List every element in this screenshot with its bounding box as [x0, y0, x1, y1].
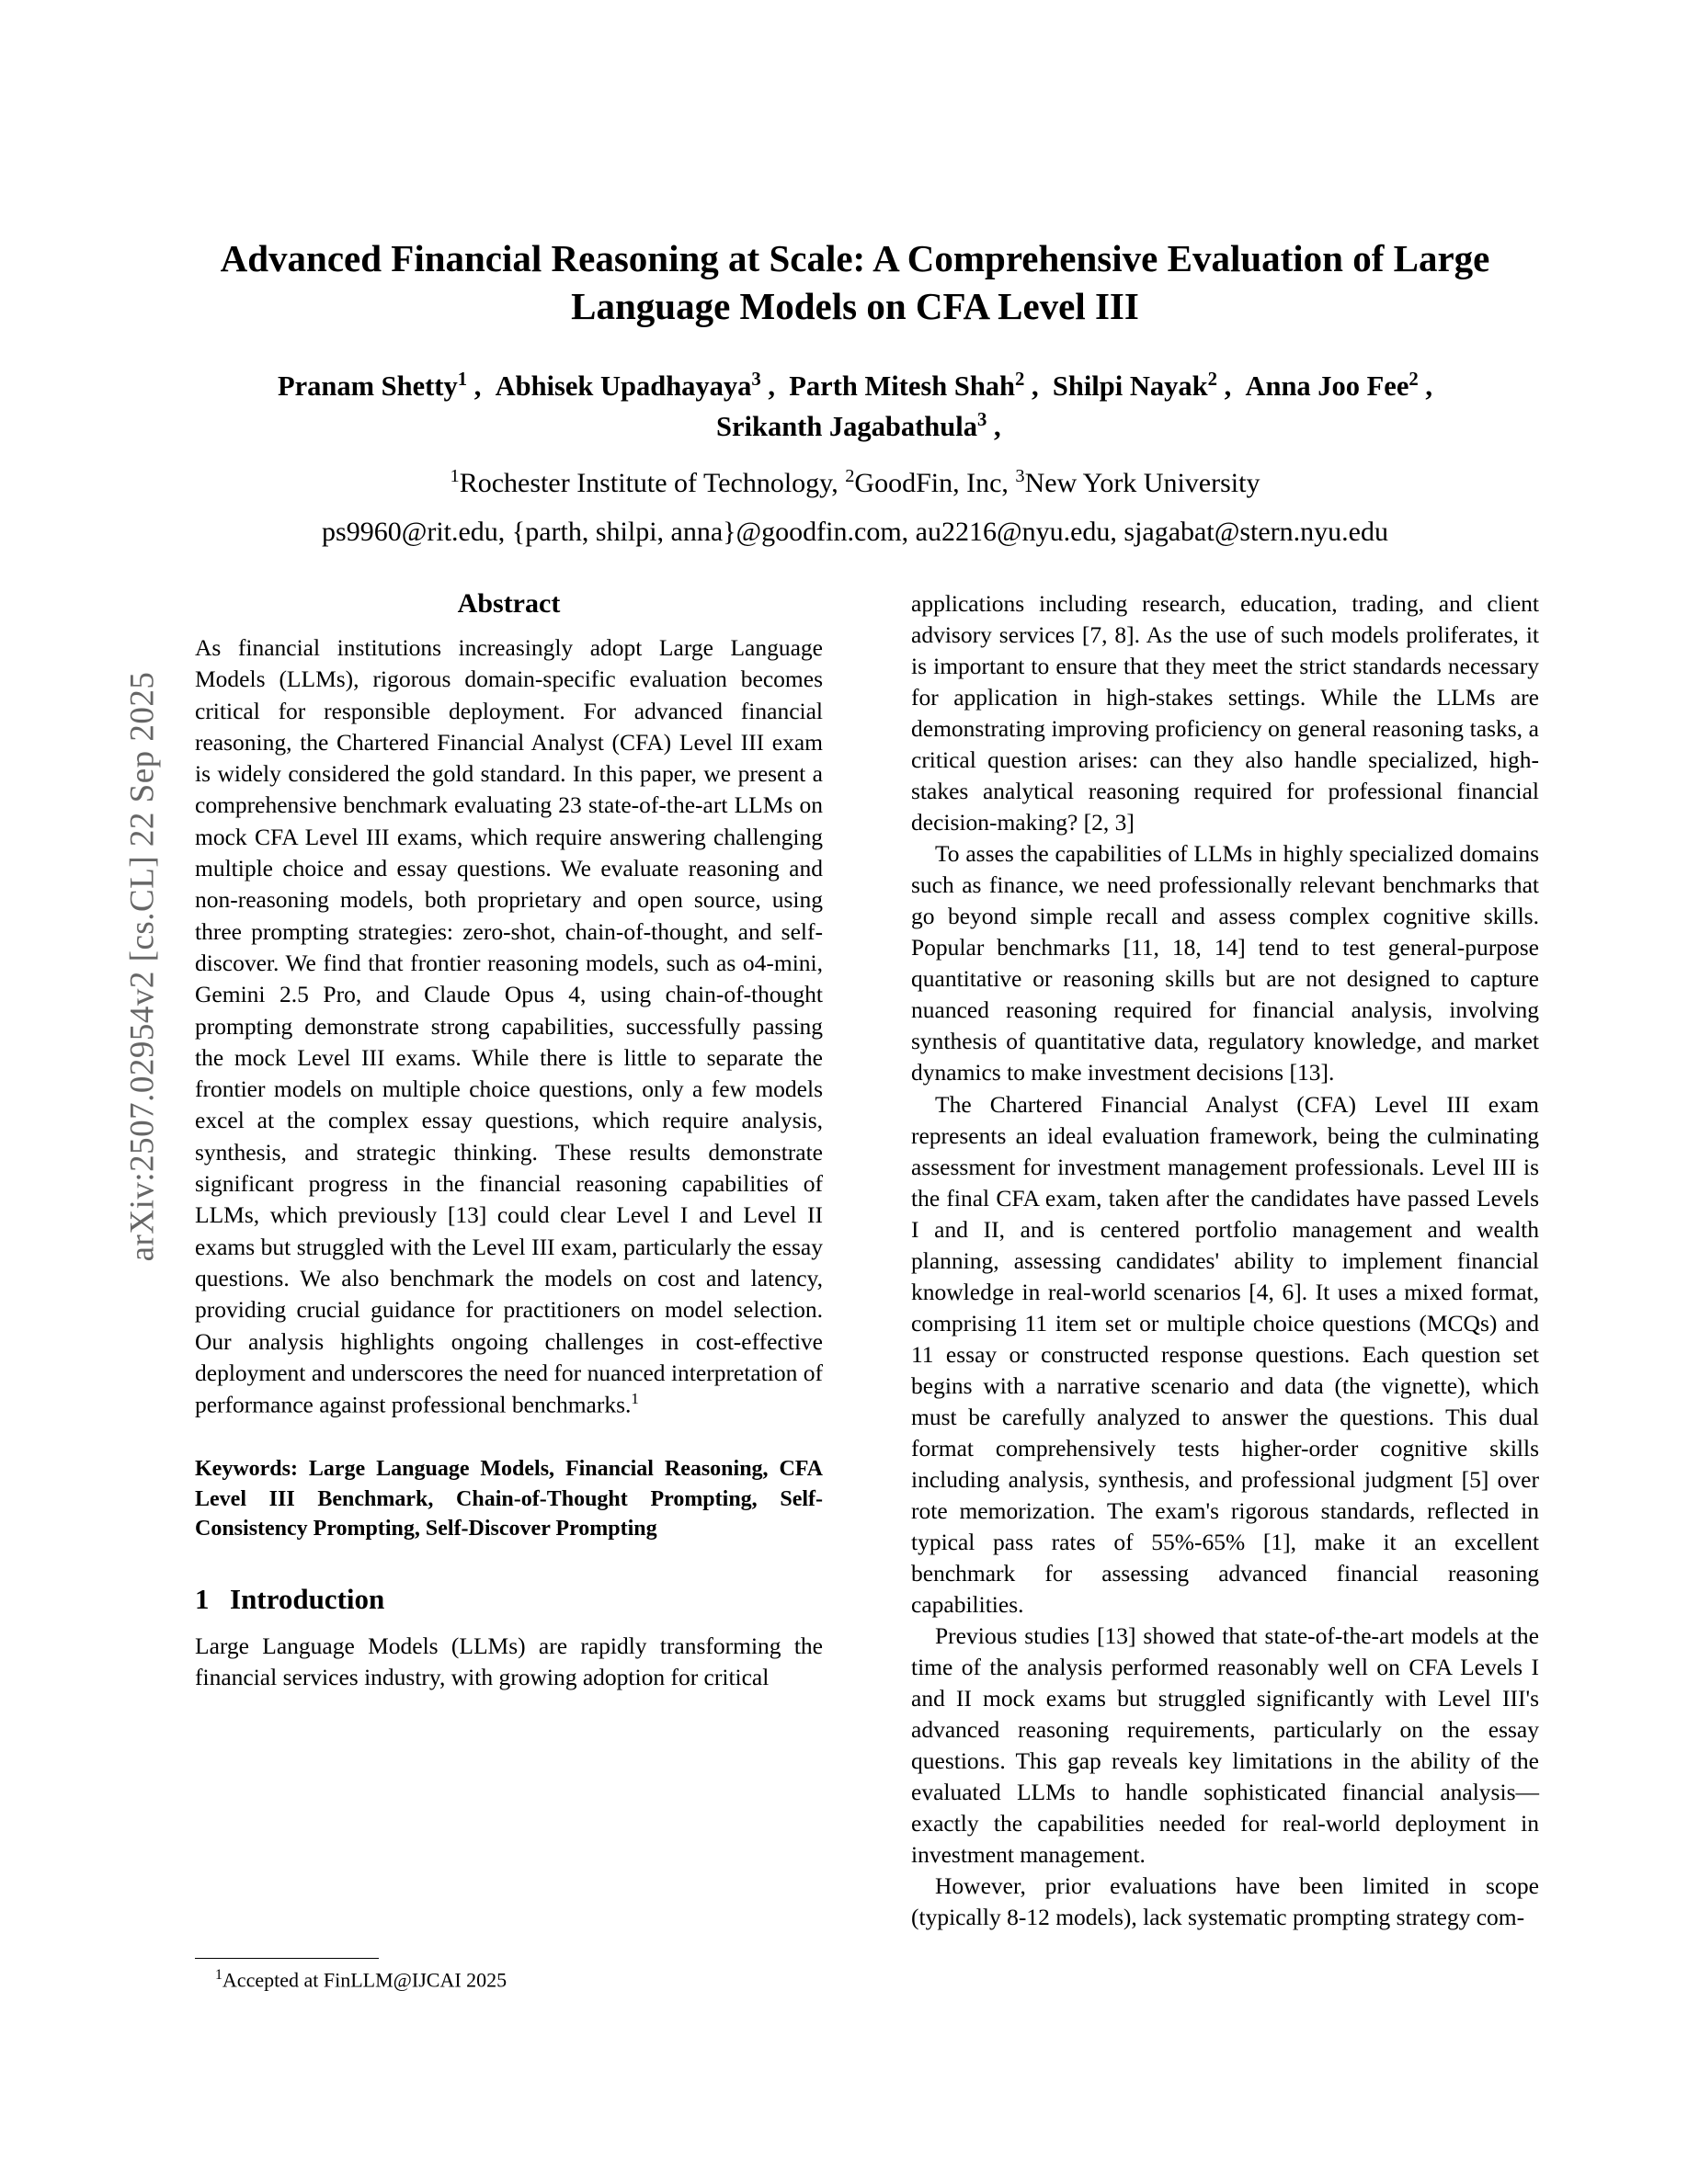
section-heading-introduction [195, 1583, 823, 1616]
title-block [165, 234, 1545, 552]
section-title: Introduction [230, 1582, 385, 1615]
footnote [195, 1966, 823, 1994]
intro-paragraph-1: Large Language Models (LLMs) are rapidly transforming the financial services industry, with growing adoption for critical [195, 1632, 823, 1690]
right-paragraph-4: Previous studies [13] showed that state-of-the-art models at the time of the analysis performed reasonably well on CFA Levels I and II mock exams but struggled significantly with Level III's advanced reasoning requirements, particularly on the essay questions. This gap reveals key limitations in the ability of the evaluated LLMs to handle sophisticated financial analysis—exactly the capabilities needed for real-world deployment in investment management. [911, 1622, 1539, 1869]
right-column [911, 588, 1539, 1933]
footnote-text: Accepted at FinLLM@IJCAI 2025 [222, 1968, 508, 1992]
affiliations [165, 462, 1545, 504]
right-paragraph-1: applications including research, education, trading, and client advisory services [7, 8]. As the use of such models proliferates, it is important to ensure that they meet the strict standards necessary for application in high-stakes settings. While the LLMs are demonstrating improving proficiency on general reasoning tasks, a critical question arises: can they also handle specialized, high-stakes analytical reasoning required for professional financial decision-making? [2, 3] [911, 590, 1539, 836]
arxiv-stamp [123, 590, 163, 1344]
arxiv-stamp-text: arXiv:2507.02954v2 [cs.CL] 22 Sep 2025 [123, 671, 162, 1262]
keywords: Keywords: Large Language Models, Financial Reasoning, CFA Level III Benchmark, Chain-of-Thought Prompting, Self-Consistency Prompting, Self-Discover Prompting [195, 1456, 823, 1541]
section-number: 1 [195, 1582, 210, 1615]
abstract-footnote-marker: 1 [631, 1390, 639, 1408]
right-paragraph-5: However, prior evaluations have been limited in scope (typically 8-12 models), lack systematic prompting strategy com- [911, 1872, 1539, 1931]
left-column [195, 588, 823, 1992]
affiliations-text: $^1$Rochester Institute of Technology, $^2$GoodFin, Inc, $^3$New York University [450, 465, 1260, 498]
right-paragraph-2: To asses the capabilities of LLMs in highly specialized domains such as finance, we need professionally relevant benchmarks that go beyond simple recall and assess complex cognitive skills. Popular benchmarks [11, 18, 14] tend to test general-purpose quantitative or reasoning skills but are not designed to capture nuanced reasoning required for financial analysis, involving synthesis of quantitative data, regulatory knowledge, and market dynamics to make investment decisions [13]. [911, 840, 1539, 1086]
author-emails: ps9960@rit.edu, {parth, shilpi, anna}@goodfin.com, au2216@nyu.edu, sjagabat@stern.nyu.edu [322, 516, 1388, 547]
footnote-area [195, 1941, 823, 1994]
two-column-body [195, 588, 1539, 2151]
abstract-text [195, 632, 823, 1421]
footnote-rule [195, 1958, 379, 1959]
right-paragraph-3: The Chartered Financial Analyst (CFA) Level III exam represents an ideal evaluation framework, being the culminating assessment for investment management professionals. Level III is the final CFA exam, taken after the candidates have passed Levels I and II, and is centered portfolio management and wealth planning, assessing candidates' ability to implement financial knowledge in real-world scenarios [4, 6]. It uses a mixed format, comprising 11 item set or multiple choice questions (MCQs) and 11 essay or constructed response questions. Each question set begins with a narrative scenario and data (the vignette), which must be carefully analyzed to answer the questions. This dual format comprehensively tests higher-order cognitive skills including analysis, synthesis, and professional judgment [5] over rote memorization. The exam's rigorous standards, reflected in typical pass rates of 55%-65% [1], make it an excellent benchmark for assessing advanced financial reasoning capabilities. [911, 1090, 1539, 1618]
page-title: Advanced Financial Reasoning at Scale: A Comprehensive Evaluation of Large Language Models on CFA Level III [220, 237, 1490, 328]
authors-text: Pranam Shetty$^1$ , Abhisek Upadhayaya$^3$ , Parth Mitesh Shah$^2$ , Shilpi Nayak$^2$ , Anna Joo Fee$^2$ , Srikanth Jagabathula$^3$ , [278, 369, 1432, 443]
authors-list [165, 366, 1545, 448]
footnote-marker: 1 [215, 1967, 222, 1983]
abstract-heading: Abstract [457, 588, 561, 619]
abstract-body: As financial institutions increasingly adopt Large Language Models (LLMs), rigorous domain-specific evaluation becomes critical for responsible deployment. For advanced financial reasoning, the Chartered Financial Analyst (CFA) Level III exam is widely considered the gold standard. In this paper, we present a comprehensive benchmark evaluating 23 state-of-the-art LLMs on mock CFA Level III exams, which require answering challenging multiple choice and essay questions. We evaluate reasoning and non-reasoning models, both proprietary and open source, using three prompting strategies: zero-shot, chain-of-thought, and self-discover. We find that frontier reasoning models, such as o4-mini, Gemini 2.5 Pro, and Claude Opus 4, using chain-of-thought prompting demonstrate strong capabilities, successfully passing the mock Level III exams. While there is little to separate the frontier models on multiple choice questions, only a few models excel at the complex essay questions, which require analysis, synthesis, and strategic thinking. These results demonstrate significant progress in the financial reasoning capabilities of LLMs, which previously [13] could clear Level I and Level II exams but struggled with the Level III exam, particularly the essay questions. We also benchmark the models on cost and latency, providing crucial guidance for practitioners on model selection. Our analysis highlights ongoing challenges in cost-effective deployment and underscores the need for nuanced interpretation of performance against professional benchmarks. [195, 634, 823, 1418]
